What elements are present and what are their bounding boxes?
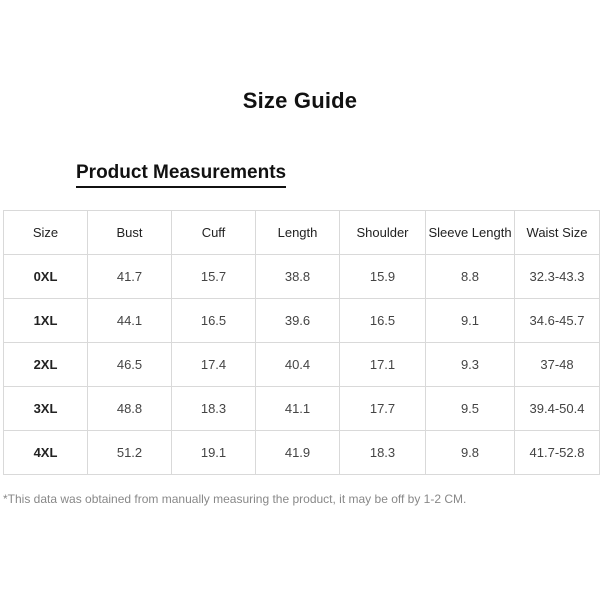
column-header: Waist Size	[515, 211, 600, 255]
table-row	[4, 343, 600, 387]
table-cell: 32.3-43.3	[515, 255, 600, 299]
table-cell: 15.9	[340, 255, 426, 299]
section-heading: Product Measurements	[76, 162, 286, 188]
table-cell: 38.8	[256, 255, 340, 299]
size-cell: 4XL	[4, 431, 88, 475]
table-header-row	[4, 211, 600, 255]
table-cell: 41.9	[256, 431, 340, 475]
table-cell: 8.8	[426, 255, 515, 299]
table-cell: 37-48	[515, 343, 600, 387]
size-cell: 2XL	[4, 343, 88, 387]
table-cell: 18.3	[340, 431, 426, 475]
size-cell: 3XL	[4, 387, 88, 431]
page-title: Size Guide	[242, 88, 358, 113]
table-row	[4, 299, 600, 343]
table-cell: 39.4-50.4	[515, 387, 600, 431]
column-header: Size	[4, 211, 88, 255]
measurement-note: *This data was obtained from manually measuring the product, it may be off by 1-2 CM.	[3, 492, 467, 506]
table-cell: 16.5	[340, 299, 426, 343]
table-cell: 18.3	[172, 387, 256, 431]
table-cell: 41.7	[88, 255, 172, 299]
table-cell: 44.1	[88, 299, 172, 343]
column-header: Shoulder	[340, 211, 426, 255]
table-row	[4, 387, 600, 431]
column-header: Cuff	[172, 211, 256, 255]
size-table	[3, 210, 600, 475]
table-cell: 17.4	[172, 343, 256, 387]
table-cell: 48.8	[88, 387, 172, 431]
table-cell: 40.4	[256, 343, 340, 387]
table-cell: 19.1	[172, 431, 256, 475]
table-cell: 39.6	[256, 299, 340, 343]
table-cell: 9.3	[426, 343, 515, 387]
table-row	[4, 431, 600, 475]
table-cell: 9.1	[426, 299, 515, 343]
table-cell: 51.2	[88, 431, 172, 475]
size-cell: 1XL	[4, 299, 88, 343]
size-table-container	[3, 210, 599, 475]
column-header: Bust	[88, 211, 172, 255]
table-cell: 9.5	[426, 387, 515, 431]
table-cell: 17.7	[340, 387, 426, 431]
table-cell: 16.5	[172, 299, 256, 343]
table-cell: 46.5	[88, 343, 172, 387]
table-cell: 9.8	[426, 431, 515, 475]
column-header: Sleeve Length	[426, 211, 515, 255]
table-row	[4, 255, 600, 299]
column-header: Length	[256, 211, 340, 255]
size-cell: 0XL	[4, 255, 88, 299]
table-cell: 41.1	[256, 387, 340, 431]
table-cell: 34.6-45.7	[515, 299, 600, 343]
table-cell: 41.7-52.8	[515, 431, 600, 475]
table-cell: 15.7	[172, 255, 256, 299]
table-cell: 17.1	[340, 343, 426, 387]
